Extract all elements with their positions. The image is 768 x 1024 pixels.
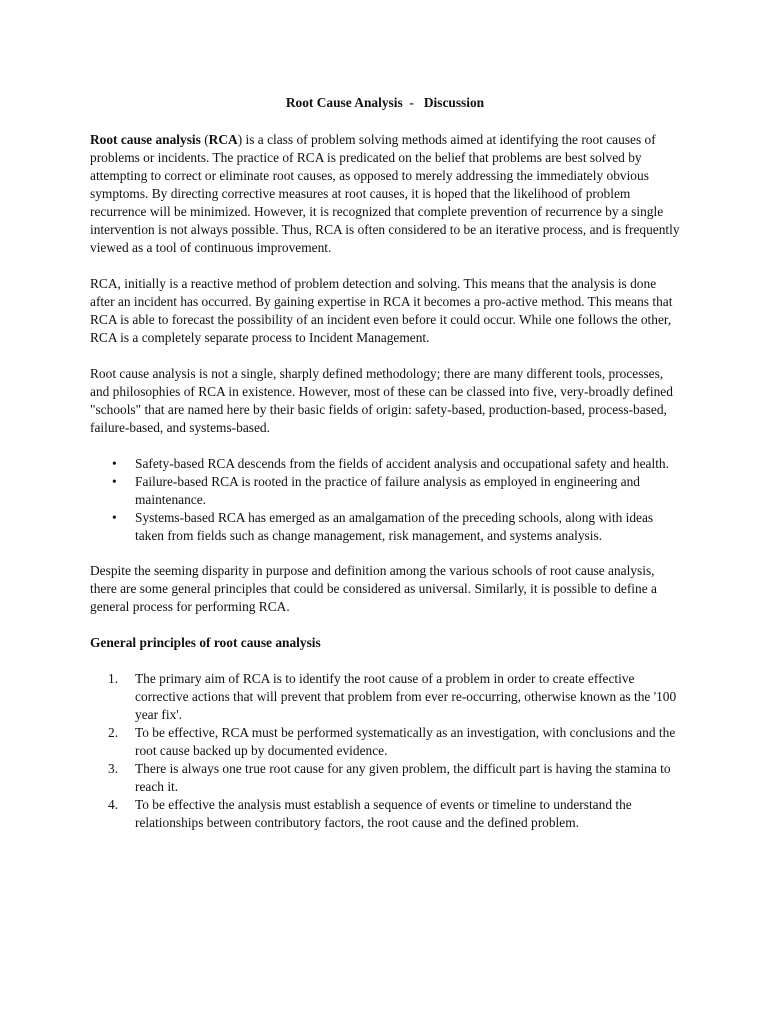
list-number: 1. bbox=[108, 671, 119, 686]
intro-abbr: RCA bbox=[208, 132, 238, 147]
list-item bbox=[108, 760, 680, 796]
intro-paragraph bbox=[90, 131, 680, 257]
list-item bbox=[108, 670, 680, 724]
list-number: 3. bbox=[108, 761, 119, 776]
intro-abbr-close: ) bbox=[237, 132, 243, 147]
list-item-text: To be effective the analysis must establish a sequence of events or timeline to understand the relationships between contributory factors, the root cause and the defined problem. bbox=[135, 797, 632, 830]
intro-text: is a class of problem solving methods aimed at identifying the root causes of problems or incidents. The practice of RCA is predicated on the belief that problems are best solved by attempting to correct or eliminate root causes, as opposed to merely addressing the immediately obvious symptoms. By directing corrective measures at root causes, it is hoped that the likelihood of problem recurrence will be minimized. However, it is recognized that complete prevention of recurrence by a single intervention is not always possible. Thus, RCA is often considered to be an iterative process, and is frequently viewed as a tool of continuous improvement. bbox=[90, 132, 680, 255]
schools-list bbox=[90, 455, 680, 545]
list-item: • Safety-based RCA descends from the fields of accident analysis and occupational safety and health. bbox=[135, 455, 680, 473]
document-title: Root Cause Analysis - Discussion bbox=[285, 95, 485, 110]
list-item: • Systems-based RCA has emerged as an amalgamation of the preceding schools, along with ideas taken from fields such as change management, risk management, and systems analysis. bbox=[135, 509, 680, 545]
intro-term: Root cause analysis bbox=[90, 132, 201, 147]
list-item-text: The primary aim of RCA is to identify the root cause of a problem in order to create effective corrective actions that will prevent that problem from ever re-occurring, otherwise known as the '100 year fix'. bbox=[135, 671, 677, 722]
list-item-text: To be effective, RCA must be performed systematically as an investigation, with conclusions and the root cause backed up by documented evidence. bbox=[135, 725, 676, 758]
list-number: 2. bbox=[108, 725, 119, 740]
list-item: • Failure-based RCA is rooted in the practice of failure analysis as employed in engineering and maintenance. bbox=[135, 473, 680, 509]
principles-list bbox=[90, 670, 680, 832]
list-item bbox=[108, 796, 680, 832]
list-number: 4. bbox=[108, 797, 119, 812]
list-item bbox=[108, 724, 680, 760]
paragraph-reactive: RCA, initially is a reactive method of problem detection and solving. This means that the analysis is done after an incident has occurred. By gaining expertise in RCA it becomes a pro-active method. This means that RCA is able to forecast the possibility of an incident even before it could occur. While one follows the other, RCA is a completely separate process to Incident Management. bbox=[90, 276, 673, 345]
intro-abbr-open: ( bbox=[200, 132, 209, 147]
document-page bbox=[90, 94, 680, 832]
paragraph-principles-intro: Despite the seeming disparity in purpose and definition among the various schools of root cause analysis, there are some general principles that could be considered as universal. Similarly, it is possible to define a general process for performing RCA. bbox=[90, 563, 657, 614]
section-heading: General principles of root cause analysis bbox=[90, 635, 321, 650]
list-item-text: There is always one true root cause for any given problem, the difficult part is having the stamina to reach it. bbox=[135, 761, 671, 794]
paragraph-schools: Root cause analysis is not a single, sharply defined methodology; there are many different tools, processes, and philosophies of RCA in existence. However, most of these can be classed into five, very-broadly defined "schools" that are named here by their basic fields of origin: safety-based, production-based, process-based, failure-based, and systems-based. bbox=[90, 366, 673, 435]
